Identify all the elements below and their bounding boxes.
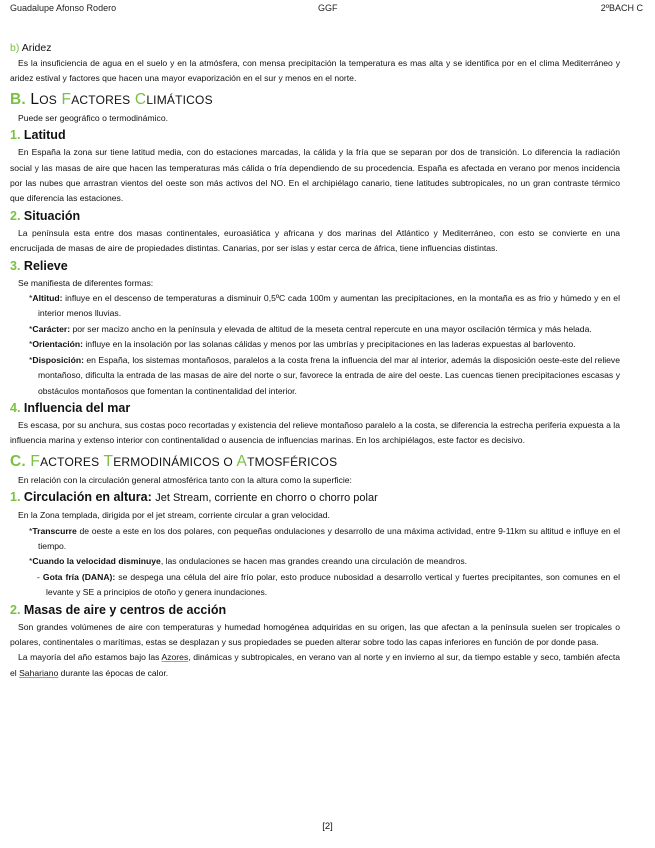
item-text: influye en la insolación por las solanas cálidas y menos por las umbrías y precipitaciones en las laderas expuestas al barlovento. xyxy=(85,339,576,350)
altura-item-dana xyxy=(10,570,620,601)
aridez-label: b) xyxy=(10,42,20,54)
bullet: * xyxy=(29,323,33,334)
header-course: 2ºBACH C xyxy=(600,3,643,13)
item-text: de oeste a este en los dos polares, con pequeñas ondulaciones y desarrollo de una máxima actividad, entre 9-11km su altitud e influye en el tiempo. xyxy=(38,525,621,551)
item-term: Transcurre xyxy=(32,525,77,536)
azores-term: Azores xyxy=(161,652,189,663)
altura-number: 1. xyxy=(10,490,21,505)
item-term: Altitud: xyxy=(32,293,63,304)
masas-title: Masas de aire y centros de acción xyxy=(23,602,227,617)
bullet: * xyxy=(29,339,33,350)
latitud-heading xyxy=(10,126,620,145)
bullet: * xyxy=(29,293,33,304)
relieve-item-disposicion xyxy=(10,353,620,399)
item-text: por ser macizo ancho en la península y elevada de altitud de la meseta central repercute en una mayor oscilación térmica y más helada. xyxy=(72,323,592,334)
section-b-intro: Puede ser geográfico o termodinámico. xyxy=(18,112,168,123)
item-text: influye en el descenso de temperaturas a disminuir 0,5ºC cada 100m y aumentan las precipitaciones, en la montaña es as frio y húmedo y en el interior menos lluvias. xyxy=(38,293,620,319)
section-c-letter: C. xyxy=(10,452,26,470)
item-term: Carácter: xyxy=(32,323,71,334)
relieve-number: 3. xyxy=(10,258,21,273)
section-b-heading xyxy=(10,89,620,111)
situacion-paragraph: La península esta entre dos masas continentales, euroasiática y africana y dos marinas del Atlántico y Mediterráneo, con esto se convierte en una encrucijada de masas de aire de propiedades distintas. Canarias, por ser islas y estar cerca de áfrica, tiene influencias distintas. xyxy=(10,227,620,254)
section-b-letter: B. xyxy=(10,90,26,108)
altura-intro: En la Zona templada, dirigida por el jet stream, corriente circular a gran velocidad. xyxy=(18,510,330,521)
masas-paragraph-2 xyxy=(10,650,620,681)
situacion-heading xyxy=(10,207,620,226)
masas-number: 2. xyxy=(10,602,21,617)
section-c-word1-rest: ACTORES xyxy=(40,454,100,469)
section-b-word1-rest: OS xyxy=(39,92,57,107)
section-c-intro: En relación con la circulación general atmosférica tanto con la altura como la superficie: xyxy=(18,474,352,485)
relieve-item-altitud xyxy=(10,291,620,322)
item-term: Cuando la velocidad disminuye xyxy=(32,556,161,567)
bullet: * xyxy=(29,525,33,536)
section-c-word2-cap: T xyxy=(103,452,114,470)
sahariano-term: Sahariano xyxy=(19,667,59,678)
aridez-paragraph: Es la insuficiencia de agua en el suelo y en la atmósfera, con mensa precipitación la temperatura es mas alta y se identifica por en el clima Mediterráneo y aridez estival y factores que hacen una mayor evaporización en el sur y menos en el norte. xyxy=(10,58,620,84)
item-text: se despega una célula del aire frío polar, esto produce nubosidad a desarrollo vertical y fuertes precipitantes, son comunes en el levante y SE a principios de otoño y genera inundaciones. xyxy=(46,571,620,598)
section-b-word2-cap: F xyxy=(61,90,72,108)
aridez-heading xyxy=(10,40,620,56)
altura-title: Circulación en altura: xyxy=(23,490,152,505)
masas-heading xyxy=(10,601,620,620)
mar-title: Influencia del mar xyxy=(23,400,131,415)
section-b-word2-rest: ACTORES xyxy=(71,92,131,107)
relieve-title: Relieve xyxy=(23,258,68,273)
relieve-heading xyxy=(10,257,620,276)
item-term: Gota fría (DANA): xyxy=(42,571,116,582)
mar-heading xyxy=(10,399,620,418)
section-c-word1-cap: F xyxy=(30,452,41,470)
mar-paragraph: Es escasa, por su anchura, sus costas poco recortadas y existencia del relieve montañoso paralelo a la costa, se diferencia la estrecha periferia expuesta a la influencia marina y extenso interior con continentalidad o ausencia de influencias marinas. En los archipiélagos, este factor es decisivo. xyxy=(10,419,620,446)
item-text: en España, los sistemas montañosos, paralelos a la costa frena la influencia del mar al interior, además la disposición oeste-este del relieve montañoso, dificulta la entrada de las masas de aire del norte o sur, favorece la entrada de aire del oeste. Las cuencas tienen precipitaciones escasas y obstáculos montañosos que fomentan la continentalidad del interior. xyxy=(38,354,620,396)
section-b-word3-rest: LIMÁTICOS xyxy=(146,92,213,107)
relieve-item-orientacion xyxy=(10,337,620,352)
situacion-number: 2. xyxy=(10,208,21,223)
latitud-paragraph: En España la zona sur tiene latitud media, con do estaciones marcadas, la cálida y la fría que se separan por dos de transición. Lo diferencia la radiación social y las masas de aire que hacen las temperaturas más cálida o fría dependiendo de su procedencia. España es afectada en verano por menos incidencia por las nubes que arrastran vientos del oeste son más activos del NO. En el archipiélago canario, tiene latitudes subtropicales, no un gran contraste térmico que diferencia las estaciones. xyxy=(10,147,620,204)
section-b-word1-cap: L xyxy=(30,90,40,108)
item-text: , las ondulaciones se hacen mas grandes creando una circulación de meandros. xyxy=(160,556,468,567)
masas-text-part: durante las épocas de calor. xyxy=(58,667,169,678)
dash-bullet: - xyxy=(37,571,40,582)
altura-item-transcurre xyxy=(10,524,620,555)
page-content xyxy=(10,40,620,681)
bullet: * xyxy=(29,354,33,365)
aridez-title: Aridez xyxy=(21,42,52,54)
latitud-title: Latitud xyxy=(23,128,66,143)
altura-subtitle: Jet Stream, corriente en chorro o chorro polar xyxy=(155,492,378,505)
page-number: [2] xyxy=(322,821,333,832)
section-c-word2-rest: ERMODINÁMICOS O xyxy=(113,454,233,469)
masas-text-part: La mayoría del año estamos bajo las xyxy=(18,652,162,663)
header-subject: GGF xyxy=(318,3,338,13)
section-c-heading xyxy=(10,451,620,473)
altura-item-velocidad xyxy=(10,554,620,569)
section-c-word3-rest: TMOSFÉRICOS xyxy=(247,454,338,469)
altura-heading xyxy=(10,488,620,508)
header-author: Guadalupe Afonso Rodero xyxy=(10,3,117,13)
masas-paragraph-1: Son grandes volúmenes de aire con temperaturas y humedad homogénea adquiridas en su origen, las que afectan a la península suelen ser tropicales o polares, continentales o marítimas, estas se desplazan y sus propiedades se pueden alterar sobre todo las capas inferiores en función de por donde pasa. xyxy=(10,621,620,647)
situacion-title: Situación xyxy=(23,208,81,223)
bullet: * xyxy=(29,556,33,567)
relieve-item-caracter xyxy=(10,322,620,337)
section-c-word3-cap: A xyxy=(236,452,248,470)
masas-text-part: , dinámicas y subtropicales, en verano van al norte y en invierno al sur, da tiempo estable y seco, también afecta el xyxy=(10,652,620,678)
latitud-number: 1. xyxy=(10,128,21,143)
item-term: Orientación: xyxy=(32,339,83,350)
section-b-word3-cap: C xyxy=(134,90,147,108)
mar-number: 4. xyxy=(10,400,21,415)
relieve-intro: Se manifiesta de diferentes formas: xyxy=(18,277,154,288)
item-term: Disposición: xyxy=(32,354,84,365)
